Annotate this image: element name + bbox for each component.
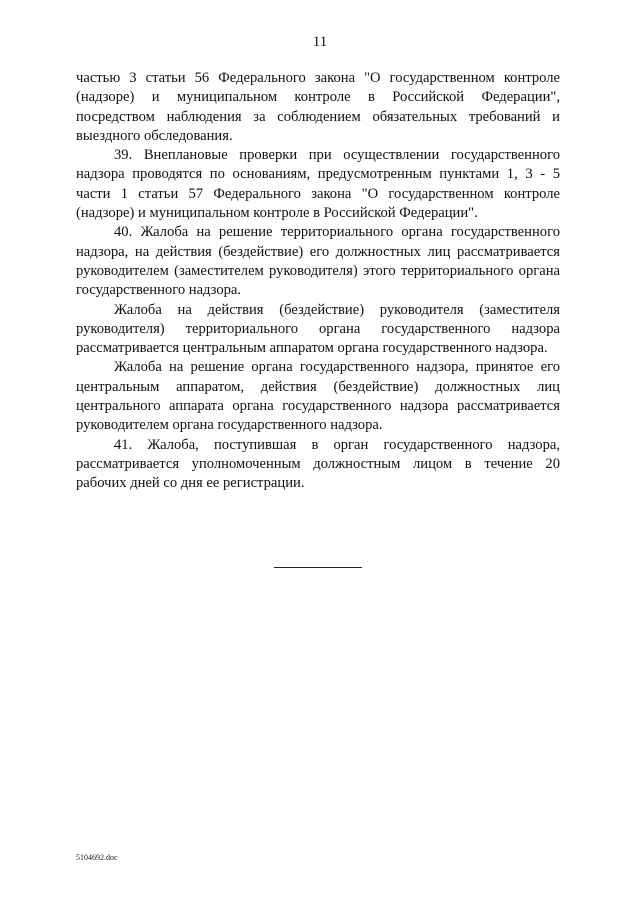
- footer-doc-code: 5104692.doc: [76, 853, 118, 862]
- paragraph-complaint-central: Жалоба на решение органа государственного надзора, принятое его центральным аппаратом, действия (бездействие) должностных лиц центрального аппарата органа государственного надзора рассматривается руководителем органа государственного надзора.: [76, 359, 560, 434]
- paragraph-item-41: 41. Жалоба, поступившая в орган государственного надзора, рассматривается уполномоченным должностным лицом в течение 20 рабочих дней со дня ее регистрации.: [76, 436, 560, 492]
- end-separator-line: [274, 567, 362, 568]
- page-number: 11: [312, 34, 328, 50]
- paragraph-complaint-head: Жалоба на действия (бездействие) руководителя (заместителя руководителя) территориального органа государственного надзора рассматривается центральным аппаратом органа государственного надзора.: [76, 301, 560, 357]
- document-body: [76, 69, 560, 494]
- paragraph-item-39: 39. Внеплановые проверки при осуществлении государственного надзора проводятся по основаниям, предусмотренным пунктами 1, 3 - 5 части 1 статьи 57 Федерального закона "О государственном контроле (надзоре) и муниципальном контроле в Российской Федерации".: [76, 147, 560, 222]
- paragraph-item-40: 40. Жалоба на решение территориального органа государственного надзора, на действия (бездействие) его должностных лиц рассматривается руководителем (заместителем руководителя) этого территориального органа государственного надзора.: [76, 224, 560, 299]
- paragraph-continuation: частью 3 статьи 56 Федерального закона "О государственном контроле (надзоре) и муниципальном контроле в Российской Федерации", посредством наблюдения за соблюдением обязательных требований и выездного обследования.: [76, 70, 560, 144]
